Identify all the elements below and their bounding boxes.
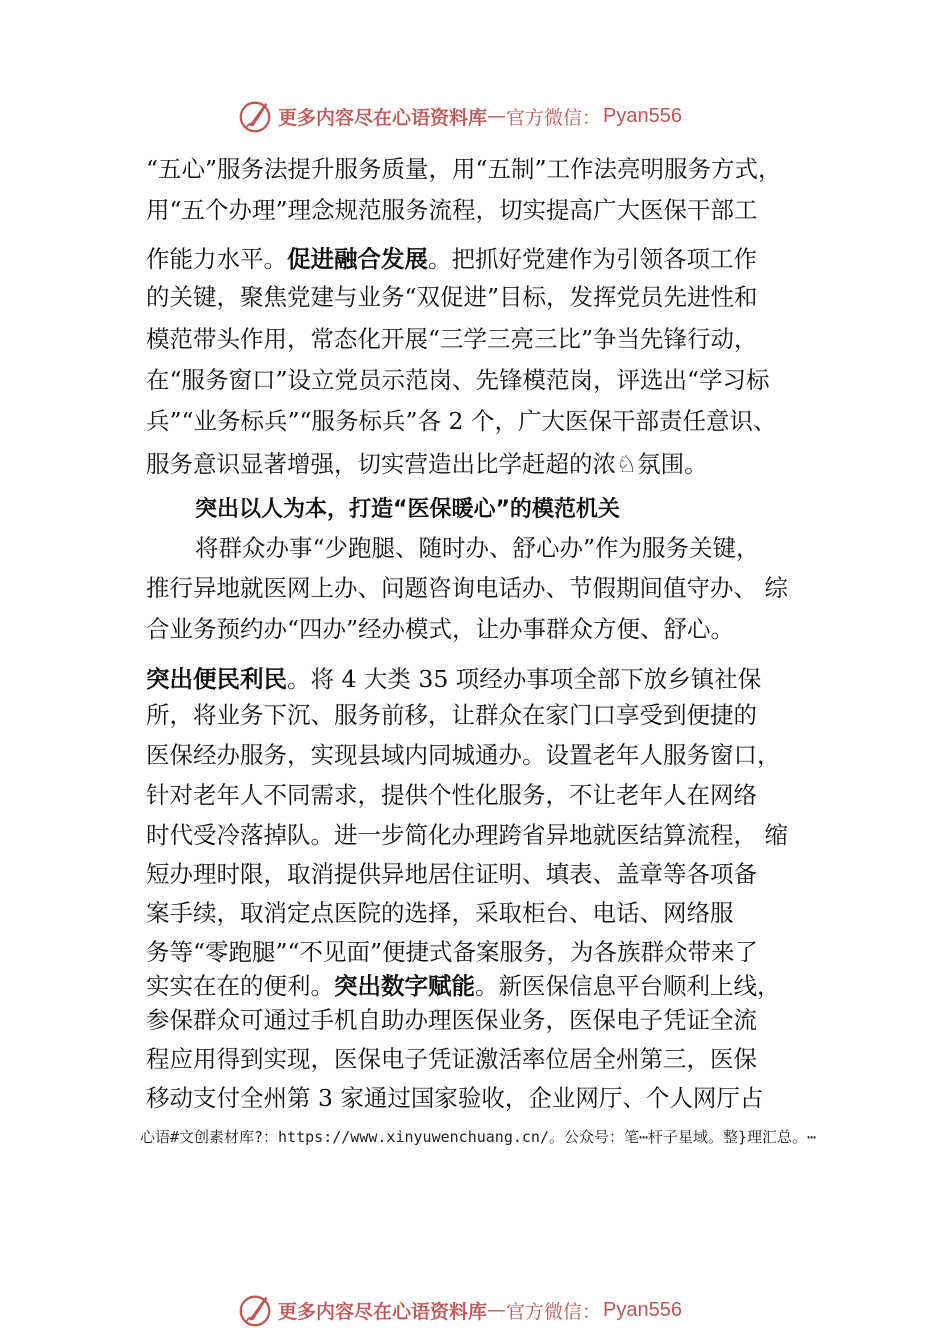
text-line: 参保群众可通过手机自助办理医保业务，医保电子凭证全流 — [146, 1006, 757, 1034]
text-line — [146, 969, 781, 1003]
banner-dash: — — [487, 105, 507, 127]
text-line: 务等“零跑腿”“不见面”便捷式备案服务，为各族群众带来了 — [146, 938, 759, 966]
source-footnote: 心语#文创素材库?：https://www.xinyuwenchuang.cn/。公众号：笔⋯杆子星域。整}理汇总。⋯ — [140, 1128, 817, 1146]
banner-title: 更多内容尽在心语资料库 — [278, 1300, 488, 1323]
text-line — [146, 242, 757, 276]
banner-dash: — — [487, 1299, 507, 1321]
text-line: 服务意识显著增强，切实营造出比学赶超的浓♘氛围。 — [146, 450, 708, 478]
text-line: 的关键，聚焦党建与业务“双促进”目标，发挥党员先进性和 — [146, 283, 758, 311]
text-span: 。将 4 大类 35 项经办事项全部下放乡镇社保 — [287, 665, 762, 693]
text-line: 案手续，取消定点医院的选择，采取柜台、电话、网络服 — [146, 899, 734, 927]
text-line: 模范带头作用，常态化开展“三学三亮三比”争当先锋行动， — [146, 325, 758, 353]
section-heading: 突出以人为本，打造“医保暖心”的模范机关 — [195, 497, 620, 522]
banner-wechat-id: Pyan556 — [603, 1298, 682, 1321]
text-line: “五心”服务法提升服务质量，用“五制”工作法亮明服务方式， — [146, 155, 782, 183]
text-line — [146, 662, 761, 696]
banner-label: 官方微信： — [506, 1300, 602, 1323]
text-line: 推行异地就医网上办、问题咨询电话办、节假期间值守办、 综 — [146, 574, 788, 602]
text-span: 实实在在的便利。 — [146, 972, 334, 1000]
text-line: 所，将业务下沉、服务前移，让群众在家门口享受到便捷的 — [146, 701, 757, 729]
text-line: 在“服务窗口”设立党员示范岗、先锋模范岗，评选出“学习标 — [146, 366, 770, 394]
bold-phrase: 突出数字赋能 — [334, 972, 475, 1000]
text-line: 程应用得到实现，医保电子凭证激活率位居全州第三，医保 — [146, 1045, 757, 1073]
quill-logo-icon — [236, 97, 274, 135]
text-line: 合业务预约办“四办”经办模式，让办事群众方便、舒心。 — [146, 615, 735, 643]
text-line: 兵”“业务标兵”“服务标兵”各 2 个，广大医保干部责任意识、 — [146, 407, 777, 435]
text-span: 。把抓好党建作为引领各项工作 — [428, 245, 757, 273]
banner-wechat-id: Pyan556 — [603, 104, 682, 127]
text-line: 将群众办事“少跑腿、随时办、舒心办”作为服务关键， — [195, 534, 760, 562]
text-span: 作能力水平。 — [146, 245, 287, 273]
quill-logo-icon — [236, 1291, 274, 1329]
text-span: 。新医保信息平台顺利上线， — [475, 972, 781, 1000]
banner-label: 官方微信： — [506, 106, 602, 129]
bold-phrase: 促进融合发展 — [287, 245, 428, 273]
text-line: 医保经办服务，实现县域内同城通办。设置老年人服务窗口， — [146, 741, 781, 769]
header-banner — [236, 96, 756, 136]
text-line: 短办理时限，取消提供异地居住证明、填表、盖章等各项备 — [146, 860, 757, 888]
text-line: 时代受冷落掉队。进一步简化办理跨省异地就医结算流程， 缩 — [146, 821, 788, 849]
text-line: 移动支付全州第 3 家通过国家验收，企业网厅、个人网厅占 — [146, 1084, 764, 1112]
text-line: 用“五个办理”理念规范服务流程，切实提高广大医保干部工 — [146, 196, 758, 224]
banner-title: 更多内容尽在心语资料库 — [278, 106, 488, 129]
footer-banner — [236, 1290, 756, 1330]
text-line: 针对老年人不同需求，提供个性化服务，不让老年人在网络 — [146, 781, 757, 809]
bold-phrase: 突出便民利民 — [146, 665, 287, 693]
